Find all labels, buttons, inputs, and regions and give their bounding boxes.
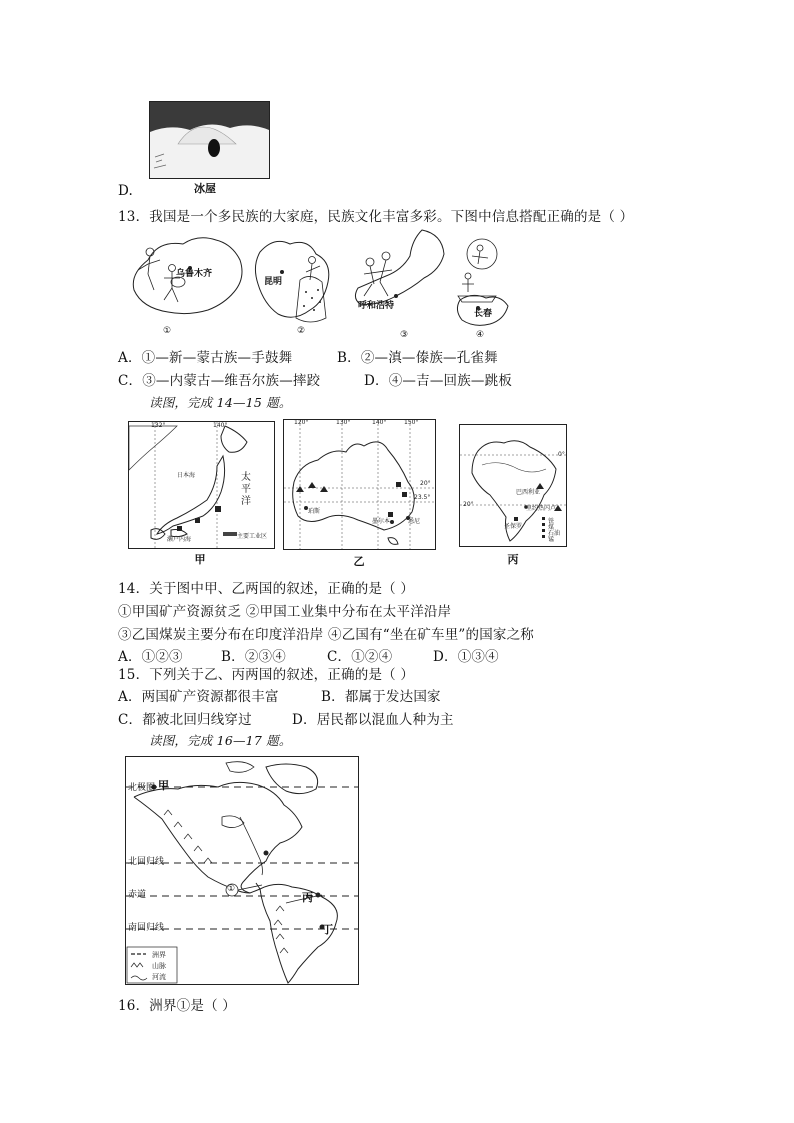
map-bing-caption: 丙 [507,553,519,566]
map-americas-bing: 丙 [302,891,313,904]
q13-map-2 [250,232,340,340]
map-bing-lat-20: 20° [463,501,474,508]
map-bing-legend-oil: 石油 [548,530,561,537]
map-americas-equator: 赤道 [128,890,147,900]
map-jia-lon1: 132° [151,422,166,429]
q13-map-4-number: ④ [476,330,485,340]
map-americas-marker-1: ① [227,884,236,894]
q14-option-c: C．①②④ [327,649,393,665]
map-yi-lon-120: 120° [294,419,309,426]
igloo-caption: 冰屋 [194,182,216,195]
map-americas-tropic-south: 南回归线 [128,923,165,933]
map-yi-lon-150: 150° [404,419,419,426]
map-jia-legend-industry: 主要工业区 [237,533,268,540]
map-americas-jia: 甲 [158,779,169,792]
q15-stem: 15．下列关于乙、丙两国的叙述，正确的是（ ） [118,667,415,683]
map-bing-brazil [459,424,567,547]
q13-option-d: D．④—吉—回族—跳板 [364,373,513,389]
map-americas-tropic-north: 北回归线 [128,857,165,867]
map-bing-city-brasilia: 巴西利亚 [516,489,541,496]
q13-map-2-number: ② [297,326,306,336]
q13-map-4 [452,236,514,342]
map-bing-legend-coal: 煤 [548,524,555,531]
map-americas-legend-mountains: 山脉 [152,962,166,970]
map-yi-lon-140: 140° [372,419,387,426]
map-bing-legend-manganese: 锰 [548,536,555,543]
q13-map-3-number: ③ [400,330,409,340]
q13-map-1-city: 乌鲁木齐 [176,269,213,279]
q13-stem: 13．我国是一个多民族的大家庭，民族文化丰富多彩。下图中信息搭配正确的是（ ） [118,209,634,225]
q12-option-d-letter: D. [118,183,134,199]
q14-statements-1: ①甲国矿产资源贫乏 ②甲国工业集中分布在太平洋沿岸 [118,604,452,620]
map-jia-japan [128,421,275,549]
q15-option-a: A．两国矿产资源都很丰富 [118,689,279,705]
map-jia-legend-city: 濑户内海 [167,536,192,543]
map-americas-legend-rivers: 河流 [152,973,166,981]
q14-stem: 14．关于图中甲、乙两国的叙述，正确的是（ ） [118,581,415,597]
map-americas-legend-boundary: 洲界 [152,951,166,959]
map-yi-lon-130: 130° [336,419,351,426]
q15-option-d: D．居民都以混血人种为主 [292,712,454,728]
map-americas-ding: 丁 [322,923,333,936]
map-bing-city-rio: 里约热内卢 [526,505,557,512]
q13-map-3-city: 呼和浩特 [358,301,395,311]
q13-option-c: C．③—内蒙古—维吾尔族—摔跤 [118,373,321,389]
map-yi-lat-20: 20° [420,480,431,487]
q13-option-a: A．①—新—蒙古族—手鼓舞 [118,350,293,366]
q13-map-2-city: 昆明 [264,277,283,287]
q16-stem: 16．洲界①是（ ） [118,998,236,1014]
map-bing-legend-iron: 铁 [548,518,555,525]
map-yi-city-melbourne: 墨尔本 [372,518,391,525]
q14-option-d: D．①③④ [433,649,499,665]
map-yi-caption: 乙 [353,555,365,568]
intro-16-17: 读图，完成 16—17 题。 [149,733,292,748]
q13-option-b: B．②—滇—傣族—孔雀舞 [337,350,498,366]
q14-statements-2: ③乙国煤炭主要分布在印度洋沿岸 ④乙国有“坐在矿车里”的国家之称 [118,627,534,643]
map-jia-sea: 日本海 [177,472,196,479]
q14-option-a: A．①②③ [118,649,183,665]
q13-map-3 [350,226,450,342]
q14-option-b: B．②③④ [221,649,286,665]
map-jia-lon2: 140° [213,422,228,429]
map-jia-caption: 甲 [194,553,206,566]
q15-option-c: C．都被北回归线穿过 [118,712,252,728]
map-americas-arctic-circle: 北极圈 [128,783,156,793]
map-yi-lat-23-5: 23.5° [414,494,431,501]
q13-map-1 [128,230,248,340]
map-yi-city-perth: 珀斯 [308,508,321,515]
map-yi-city-sydney: 悉尼 [408,518,421,525]
igloo-image [149,101,270,179]
map-jia-ocean: 太平洋 [241,472,251,507]
map-bing-city-saopaulo: 圣保罗 [504,523,523,530]
q15-option-b: B．都属于发达国家 [321,689,441,705]
q13-map-4-city: 长春 [474,309,493,319]
map-bing-lat-0: 0° [558,451,565,458]
intro-14-15: 读图，完成 14—15 题。 [149,395,292,410]
map-yi-australia [283,419,436,550]
map-americas [125,756,359,985]
q13-map-1-number: ① [163,326,172,336]
